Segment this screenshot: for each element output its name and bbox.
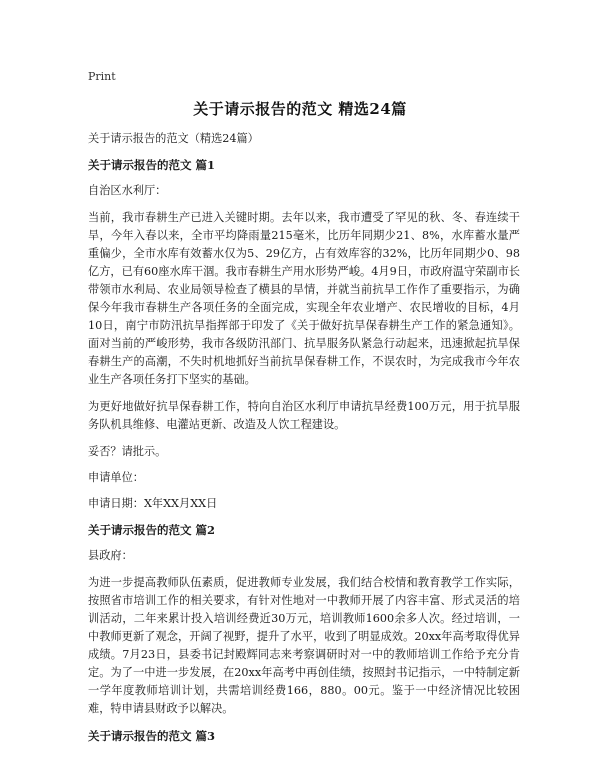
page-title: 关于请示报告的范文 精选24篇 xyxy=(193,100,407,118)
section-heading: 关于请示报告的范文 篇3 xyxy=(88,729,216,743)
document-body xyxy=(88,130,520,753)
salutation: 自治区水利厅： xyxy=(88,184,167,197)
body-paragraph: 当前，我市春耕生产已进入关键时期。去年以来，我市遭受了罕见的秋、冬、春连续干旱，今年入春以来，全市平均降雨量215毫米，比历年同期少21、8%，水库蓄水量严重偏少，全市水库有效蓄水仅为5、29亿方，占有效库容的32%，比历年同期少0、98亿方，已有60座水库干涸。我市春耕生产用水形势严峻。4月9日，市政府温守荣副市长带领市水利局、农业局领导检查了横县的旱情，并就当前抗旱工作作了重要指示，为确保今年我市春耕生产各项任务的全面完成，实现全年农业增产、农民增收的目标，4月10日，南宁市防汛抗旱指挥部于印发了《关于做好抗旱保春耕生产工作的紧急通知》。面对当前的严峻形势，我市各级防汛部门、抗旱服务队紧急行动起来，迅速掀起抗旱保春耕生产的高潮，不失时机地抓好当前抗旱保春耕工作，不误农时，为完成我市今年农业生产各项任务打下坚实的基础。 xyxy=(88,211,520,386)
section-heading: 关于请示报告的范文 篇2 xyxy=(88,523,216,537)
body-paragraph: 为更好地做好抗旱保春耕工作，特向自治区水利厅申请抗旱经费100万元，用于抗旱服务队机具维修、电灌站更新、改造及人饮工程建设。 xyxy=(88,400,520,431)
applicant-line: 申请单位： xyxy=(88,471,144,484)
date-line: 申请日期：X年XX月XX日 xyxy=(88,497,218,510)
body-paragraph: 为进一步提高教师队伍素质，促进教师专业发展，我们结合校情和教育教学工作实际，按照省市培训工作的相关要求，有针对性地对一中教师开展了内容丰富、形式灵活的培训活动，二年来累计投入培训经费近30万元，培训教师1600余多人次。经过培训，一中教师更新了观念，开阔了视野，提升了水平，收到了明显成效。20xx年高考取得优异成绩。7月23日，县委书记封殿辉同志来考察调研时对一中的教师培训工作给予充分肯定。为了一中进一步发展，在20xx年高考中再创佳绩，按照封书记指示，一中特制定新一学年度教师培训计划，共需培训经费166，880。00元。鉴于一中经济情况比较困难，特申请县财政予以解决。 xyxy=(88,576,520,715)
print-link[interactable]: Print xyxy=(88,70,116,83)
section-heading: 关于请示报告的范文 篇1 xyxy=(88,158,216,172)
salutation: 县政府： xyxy=(88,549,133,562)
document-subtitle: 关于请示报告的范文（精选24篇） xyxy=(88,132,259,145)
request-line: 妥否？请批示。 xyxy=(88,445,167,458)
